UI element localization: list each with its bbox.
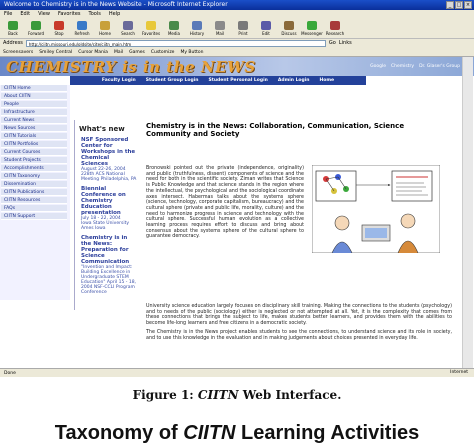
menu-edit[interactable]: Edit: [20, 11, 31, 17]
sidebar-item-infrastructure[interactable]: Infrastructure: [1, 109, 67, 116]
toolbar-button-label: Mail: [215, 31, 225, 36]
menu-favorites[interactable]: Favorites: [57, 11, 81, 17]
window-title: Welcome to Chemistry is in the News Website - Microsoft Internet Explorer: [4, 1, 228, 8]
heading-prefix: Taxonomy of: [54, 422, 184, 444]
sidebar-item-accomplishments[interactable]: Accomplishments: [1, 165, 67, 172]
sidebar-item-ciitn-taxonomy[interactable]: CIITN Taxonomy: [1, 173, 67, 180]
nav-student-personal-login[interactable]: Student Personal Login: [208, 78, 268, 83]
toolbar-research-button[interactable]: [325, 21, 345, 36]
toolbar-button-label: Home: [99, 31, 111, 36]
toolbar-button-label: Print: [238, 31, 248, 36]
window-controls: [446, 1, 472, 9]
sidebar-item-current-courses[interactable]: Current Courses: [1, 149, 67, 156]
banner-links: [370, 64, 460, 69]
research-icon: [330, 21, 340, 30]
toolbar-button-label: Media: [167, 31, 180, 36]
whats-new-item-date: July 18 - 22, 2004: [81, 216, 121, 221]
banner-link-google[interactable]: Google: [370, 64, 387, 69]
refresh-icon: [77, 21, 87, 30]
menu-view[interactable]: View: [38, 11, 50, 17]
minimize-button[interactable]: _: [446, 1, 454, 9]
whats-new-item-title[interactable]: NSF Sponsored Center for Workshops in the Chemical Sciences: [81, 137, 136, 167]
whats-new-item-body: Iowa State University Ames Iowa: [81, 221, 129, 231]
section-heading: [0, 422, 474, 445]
toolbar-button-label: Back: [8, 31, 18, 36]
forward-arrow-icon: [31, 21, 41, 30]
maximize-button[interactable]: □: [456, 2, 462, 8]
link-customize[interactable]: Customize: [150, 50, 175, 55]
status-bar: [0, 368, 474, 377]
whats-new-item-body: "Invention and Impact: Building Excellence in Undergraduate STEM Education" April 15 - 18, 2004 NSF-CCLI Program Conference: [81, 265, 136, 295]
toolbar-button-label: Favorites: [141, 31, 161, 36]
heading-suffix: Learning Activities: [235, 422, 420, 444]
toolbar-button-label: Forward: [27, 31, 45, 36]
sidebar-item-about-ciitn[interactable]: About CIITN: [1, 93, 67, 100]
toolbar-home-button[interactable]: [95, 21, 115, 36]
menu-file[interactable]: File: [4, 11, 13, 17]
banner-link-chemistry[interactable]: Chemistry: [391, 64, 415, 69]
whats-new-item[interactable]: [81, 186, 137, 231]
toolbar-button-label: Research: [325, 31, 345, 36]
caption-suffix: Web Interface.: [238, 388, 342, 402]
whats-new-item-body: 228th ACS National Meeting Philadelphia, PA: [81, 172, 137, 182]
toolbar-button-label: Messenger: [301, 31, 323, 36]
toolbar-edit-button[interactable]: [256, 21, 276, 36]
star-icon: [146, 21, 156, 30]
whats-new-heading: What's new: [79, 125, 125, 133]
toolbar-forward-button[interactable]: [26, 21, 46, 36]
intro-paragraph: Bronowski pointed out the private (independence, originality) and public (truthfulness, dissent) components of science and the need for both in the scientific society. Ziman writes that Science is Public Knowledge and that science stands in the region where the intellectual, the psychological and the sociological coordinate axes intersect. Habermas talks about the systems sphere (science, technology, corporate capitalism, bureaucracy) and the cultural sphere (private and public life, morality, culture) and the need to harmonize progress in science and technology with the cultural sphere. Successful human evolution as a collective learning process requires effort to discuss and bring about consensus about the systems sphere of the cultural sphere to guarantee democracy.: [146, 166, 304, 240]
menu-help[interactable]: Help: [108, 11, 121, 17]
sidebar-item-news-sources[interactable]: News Sources: [1, 125, 67, 132]
toolbar-button-label: Edit: [262, 31, 270, 36]
links-bar: [0, 48, 474, 57]
toolbar-button-label: Refresh: [74, 31, 90, 36]
toolbar-mail-button[interactable]: [210, 21, 230, 36]
toolbar-back-button[interactable]: [3, 21, 23, 36]
status-zone: Internet: [450, 370, 468, 375]
whats-new-panel: [74, 120, 139, 310]
top-navigation: [70, 76, 366, 85]
whats-new-item-title[interactable]: Chemistry is in the News: Preparation for Science Communication: [81, 235, 130, 265]
link-games[interactable]: Games: [129, 50, 145, 55]
sidebar-item-faqs[interactable]: FAQs: [1, 205, 67, 212]
toolbar-button-label: Stop: [54, 31, 64, 36]
address-bar: [0, 39, 474, 48]
edit-icon: [261, 21, 271, 30]
mail-icon: [215, 21, 225, 30]
sidebar-item-student-projects[interactable]: Student Projects: [1, 157, 67, 164]
whats-new-item-date: August 22-26, 2004: [81, 167, 126, 172]
sidebar-item-ciitn-support[interactable]: CIITN Support: [1, 213, 67, 220]
sidebar-item-ciitn-portfolios[interactable]: CIITN Portfolios: [1, 141, 67, 148]
nav-home[interactable]: Home: [319, 78, 335, 83]
address-input[interactable]: http://ciitn.missouri.edu/oldsite/cite/ciitn_main.htm: [26, 40, 326, 47]
window-titlebar: [0, 0, 474, 10]
media-icon: [169, 21, 179, 30]
whats-new-item[interactable]: [81, 137, 137, 182]
toolbar-media-button[interactable]: [164, 21, 184, 36]
menu-bar: [0, 10, 474, 19]
sidebar-item-ciitn-publications[interactable]: CIITN Publications: [1, 189, 67, 196]
site-title: CHEMISTRY is in the NEWS: [6, 58, 256, 76]
body-paragraph: University science education largely focuses on disciplinary skill training. Making the connections to the students (psychology) and to needs of the public (sociology) either is neglected or not attempted at all. Yet, it is the complexity that comes from these connections that brings the subject to life, makes students better learners, and provides them with the abilities to become life-long learners and free citizens in a democratic society.: [146, 304, 452, 327]
stop-icon: [54, 21, 64, 30]
caption-prefix: Figure 1:: [132, 388, 198, 402]
sidebar-item-current-news[interactable]: Current News: [1, 117, 67, 124]
sidebar-item-people[interactable]: People: [1, 101, 67, 108]
sidebar-item-ciitn-tutorials[interactable]: CIITN Tutorials: [1, 133, 67, 140]
toolbar-messenger-button[interactable]: [302, 21, 322, 36]
nav-student-group-login[interactable]: Student Group Login: [145, 78, 199, 83]
sidebar-item-dissemination[interactable]: Dissemination: [1, 181, 67, 188]
whats-new-item[interactable]: [81, 235, 137, 295]
sidebar-item-ciitn-home[interactable]: CIITN Home: [1, 85, 67, 92]
banner-link-glaser-group[interactable]: Dr. Glaser's Group: [419, 64, 460, 69]
messenger-icon: [307, 21, 317, 30]
menu-tools[interactable]: Tools: [88, 11, 101, 17]
toolbar-favorites-button[interactable]: [141, 21, 161, 36]
links-label[interactable]: Links: [338, 40, 352, 46]
cartoon-illustration: [312, 165, 440, 253]
toolbar-button-label: Discuss: [281, 31, 297, 36]
vertical-scrollbar[interactable]: [462, 57, 473, 368]
toolbar-button-label: Search: [121, 31, 135, 36]
sidebar: [0, 85, 70, 300]
toolbar-history-button[interactable]: [187, 21, 207, 36]
toolbar-stop-button[interactable]: [49, 21, 69, 36]
close-button[interactable]: ×: [465, 2, 471, 8]
history-icon: [192, 21, 202, 30]
toolbar-button-label: History: [189, 31, 205, 36]
sidebar-item-ciitn-resources[interactable]: CIITN Resources: [1, 197, 67, 204]
link-smiley-central[interactable]: Smiley Central: [39, 50, 73, 55]
status-text: Done: [4, 371, 16, 376]
nav-admin-login[interactable]: Admin Login: [277, 78, 310, 83]
address-label: Address: [3, 40, 23, 46]
toolbar-search-button[interactable]: [118, 21, 138, 36]
heading-italic: CIITN: [183, 422, 236, 444]
link-screensavers[interactable]: Screensavers: [3, 50, 34, 55]
link-my-button[interactable]: My Button: [180, 50, 204, 55]
caption-italic: CIITN: [197, 388, 239, 402]
print-icon: [238, 21, 248, 30]
whats-new-item-title[interactable]: Biennial Conference on Chemistry Education presentation: [81, 186, 126, 216]
toolbar-print-button[interactable]: [233, 21, 253, 36]
toolbar-refresh-button[interactable]: [72, 21, 92, 36]
home-icon: [100, 21, 110, 30]
toolbar-discuss-button[interactable]: [279, 21, 299, 36]
body-paragraph: The Chemistry is in the News project enables students to see the connections, to understand science and its role in society, and to use this knowledge in the evaluation and in making judgements about choices presented in everyday life.: [146, 330, 452, 341]
go-button[interactable]: Go: [328, 40, 336, 46]
figure-caption: [0, 388, 474, 402]
link-cursor-mania[interactable]: Cursor Mania: [78, 50, 108, 55]
back-arrow-icon: [8, 21, 18, 30]
discuss-icon: [284, 21, 294, 30]
search-icon: [123, 21, 133, 30]
nav-faculty-login[interactable]: Faculty Login: [101, 78, 136, 83]
browser-toolbar: [0, 19, 474, 39]
page-title: Chemistry is in the News: Collaboration, Communication, Science Community and Society: [146, 122, 405, 138]
link-mail[interactable]: Mail: [113, 50, 124, 55]
